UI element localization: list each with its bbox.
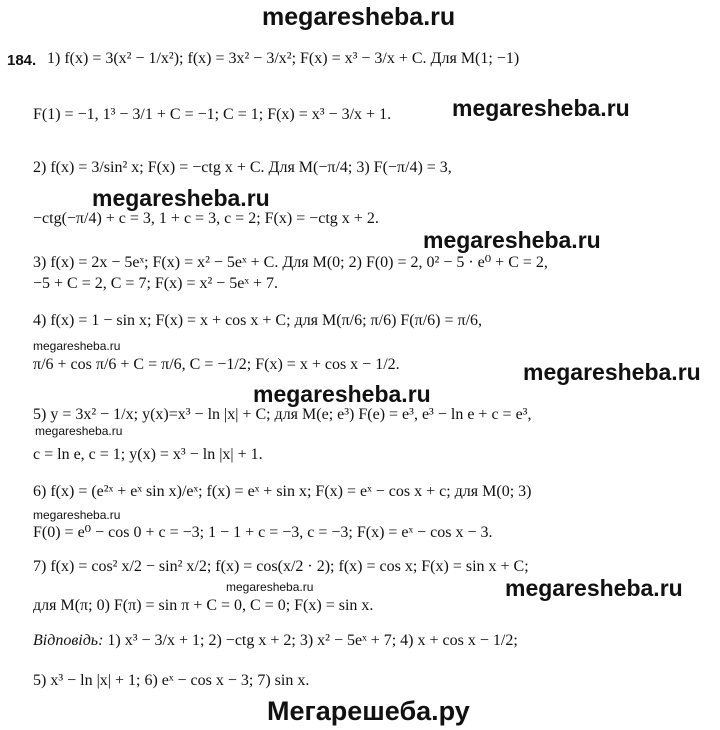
solution-line: 2) f(x) = 3/sin² x; F(x) = −ctg x + C. Для M(−π/4; 3) F(−π/4) = 3, <box>33 159 452 176</box>
solution-line: F(1) = −1, 1³ − 3/1 + C = −1; C = 1; F(x) = x³ − 3/x + 1. <box>33 106 392 123</box>
watermark-bottom: Мегарешеба.ру <box>267 696 470 726</box>
solution-line: F(0) = e⁰ − cos 0 + c = −3; 1 − 1 + c = −3, c = −3; F(x) = eˣ − cos x − 3. <box>33 524 493 541</box>
watermark-small: megaresheba.ru <box>33 508 121 522</box>
answer-text: 1) x³ − 3/x + 1; 2) −ctg x + 2; 3) x² − 5eˣ + 7; 4) x + cos x − 1/2; <box>103 632 518 649</box>
watermark: megaresheba.ru <box>523 359 701 385</box>
watermark: megaresheba.ru <box>423 227 601 253</box>
solution-line: π/6 + cos π/6 + C = π/6, C = −1/2; F(x) = x + cos x − 1/2. <box>33 356 400 373</box>
solution-line: −5 + C = 2, C = 7; F(x) = x² − 5eˣ + 7. <box>33 275 279 292</box>
answer-label: Відповідь: <box>33 632 104 649</box>
solution-line: −ctg(−π/4) + c = 3, 1 + c = 3, c = 2; F(x) = −ctg x + 2. <box>33 210 379 227</box>
solution-line: 5) y = 3x² − 1/x; y(x)=x³ − ln |x| + C; для M(e; e³) F(e) = e³, e³ − ln e + c = e³, <box>33 406 532 423</box>
watermark-small: megaresheba.ru <box>33 339 121 353</box>
watermark: megaresheba.ru <box>452 95 630 121</box>
watermark-top: megaresheba.ru <box>262 3 456 31</box>
solution-line: 3) f(x) = 2x − 5eˣ; F(x) = x² − 5eˣ + C. Для M(0; 2) F(0) = 2, 0² − 5 · e⁰ + C = 2, <box>33 254 548 271</box>
solution-line: 7) f(x) = cos² x/2 − sin² x/2; f(x) = cos(x/2 · 2); f(x) = cos x; F(x) = sin x + C; <box>33 558 529 575</box>
answer-line: 5) x³ − ln |x| + 1; 6) eˣ − cos x − 3; 7) sin x. <box>33 672 310 689</box>
watermark: megaresheba.ru <box>253 381 431 407</box>
watermark: megaresheba.ru <box>92 185 270 211</box>
watermark: megaresheba.ru <box>505 575 683 601</box>
solution-line: 4) f(x) = 1 − sin x; F(x) = x + cos x + C; для M(π/6; π/6) F(π/6) = π/6, <box>33 312 483 329</box>
solution-line: для M(π; 0) F(π) = sin π + C = 0, C = 0; F(x) = sin x. <box>33 597 374 614</box>
watermark-small: megaresheba.ru <box>35 424 123 438</box>
solution-line: 1) f(x) = 3(x² − 1/x²); f(x) = 3x² − 3/x²; F(x) = x³ − 3/x + C. Для M(1; −1) <box>47 50 520 67</box>
solution-line: c = ln e, c = 1; y(x) = x³ − ln |x| + 1. <box>33 446 263 463</box>
watermark-small: megaresheba.ru <box>226 580 314 594</box>
answer-line <box>33 632 518 650</box>
problem-number: 184. <box>7 52 37 69</box>
solution-line: 6) f(x) = (e²ˣ + eˣ sin x)/eˣ; f(x) = eˣ + sin x; F(x) = eˣ − cos x + c; для M(0; 3) <box>33 483 532 500</box>
